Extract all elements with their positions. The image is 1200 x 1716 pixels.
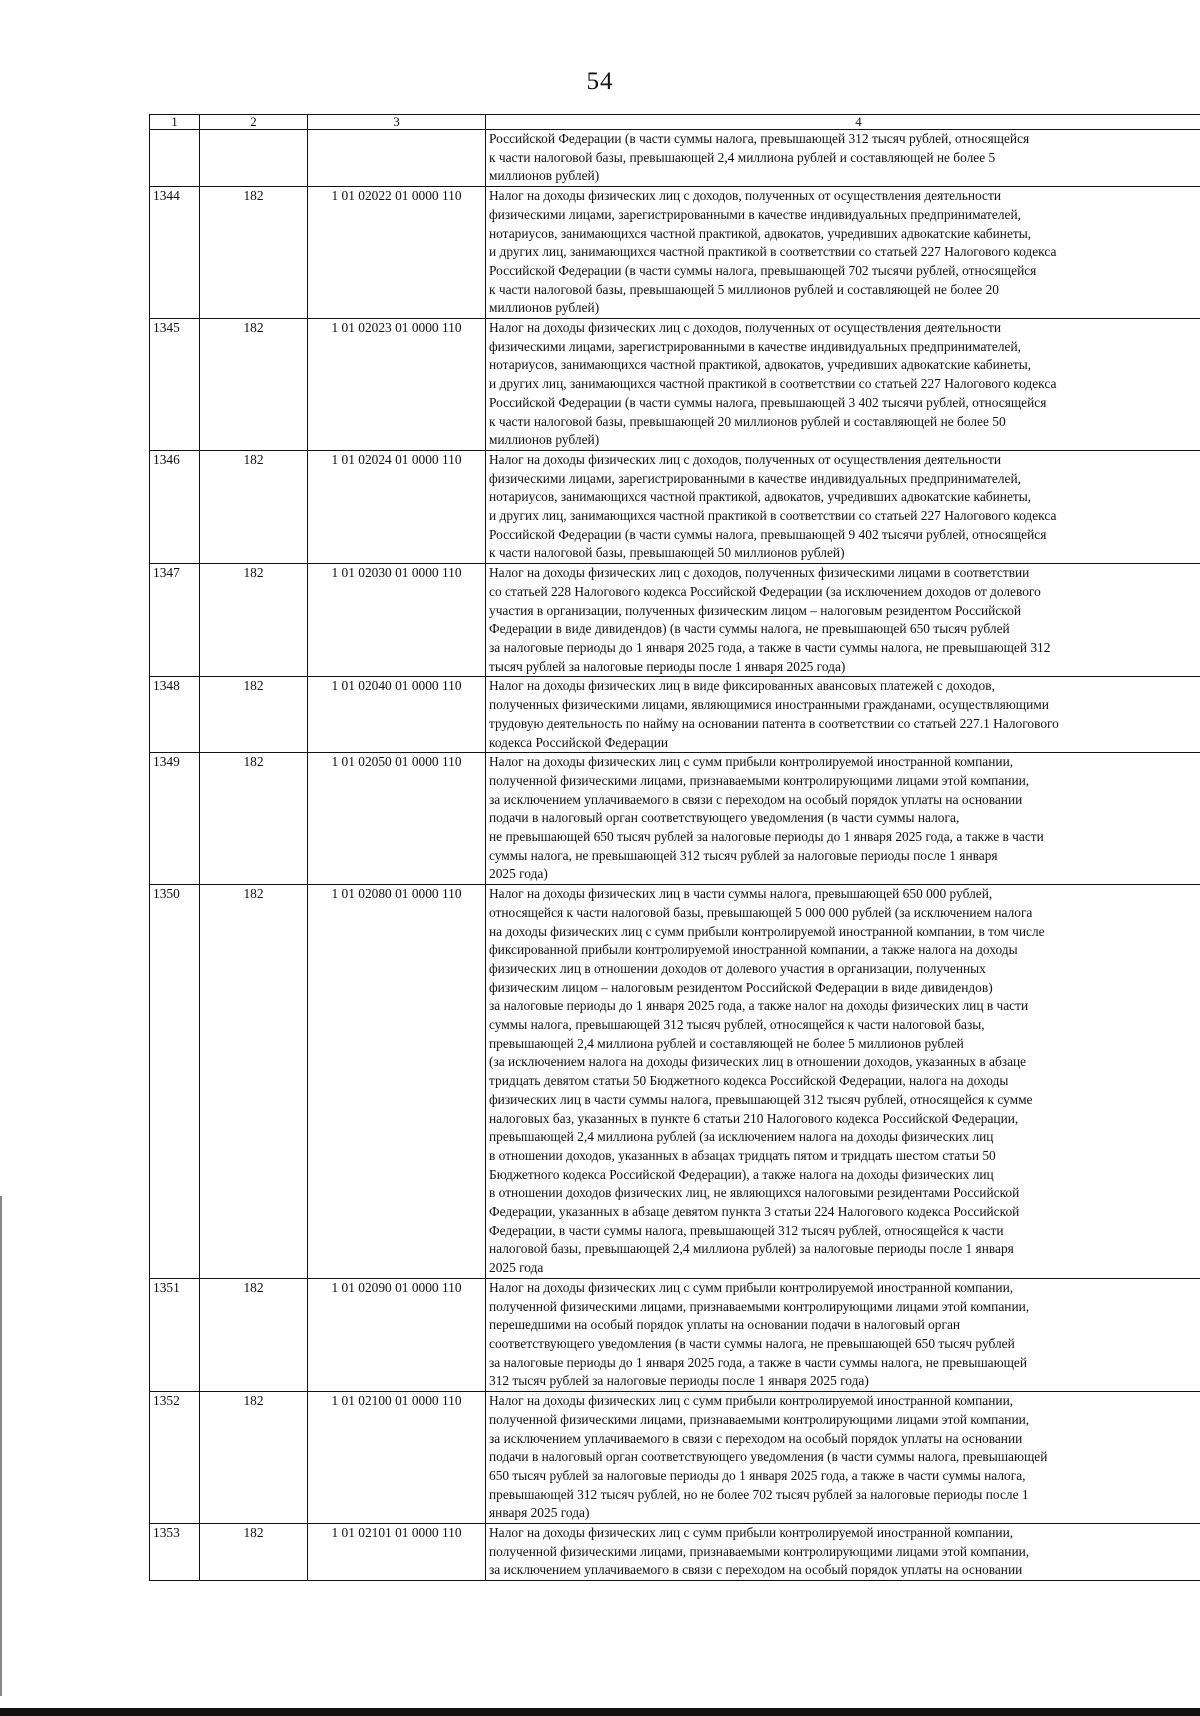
row-number: 1346 [150, 450, 200, 563]
budget-table-container [149, 114, 1200, 1581]
budget-classification-code: 1 01 02024 01 0000 110 [308, 450, 486, 563]
description-line: физическими лицами, зарегистрированными в качестве индивидуальных предпринимателей, [489, 206, 1021, 222]
budget-classification-code: 1 01 02101 01 0000 110 [308, 1524, 486, 1581]
description-line: миллионов рублей) [489, 300, 600, 316]
budget-classification-code: 1 01 02040 01 0000 110 [308, 677, 486, 753]
description-line: налоговых баз, указанных в пункте 6 статьи 210 Налогового кодекса Российской Федерации, [489, 1110, 1019, 1126]
description-line: и других лиц, занимающихся частной практикой в соответствии со статьей 227 Налогового кодекса [489, 244, 1057, 260]
income-description [486, 1524, 1200, 1581]
description-line: полученных физическими лицами, являющимися иностранными гражданами, осуществляющими [489, 697, 1049, 713]
table-row [150, 187, 1200, 319]
row-number: 1350 [150, 885, 200, 1279]
admin-code: 182 [200, 1524, 308, 1581]
description-line: участия в организации, полученных физическим лицом – налоговым резидентом Российской [489, 602, 1021, 618]
budget-classification-code [308, 130, 486, 187]
budget-classification-code: 1 01 02022 01 0000 110 [308, 187, 486, 319]
description-line: Налог на доходы физических лиц в виде фиксированных авансовых платежей с доходов, [489, 678, 995, 694]
description-line: Налог на доходы физических лиц в части суммы налога, превышающей 650 000 рублей, [489, 886, 993, 902]
description-line: миллионов рублей) [489, 168, 600, 184]
header-col-3: 3 [308, 115, 486, 130]
description-line: Федерации в виде дивидендов) (в части суммы налога, не превышающей 650 тысяч рублей [489, 621, 1010, 637]
income-description [486, 753, 1200, 885]
description-line: за исключением уплачиваемого в связи с переходом на особый порядок уплаты на основании [489, 1430, 1023, 1446]
description-line: Налог на доходы физических лиц с сумм прибыли контролируемой иностранной компании, [489, 754, 1014, 770]
description-line: 312 тысяч рублей за налоговые периоды после 1 января 2025 года) [489, 1373, 869, 1389]
description-line: к части налоговой базы, превышающей 2,4 миллиона рублей и составляющей не более 5 [489, 149, 996, 165]
table-row [150, 130, 1200, 187]
description-line: Налог на доходы физических лиц с доходов, полученных физическими лицами в соответствии [489, 565, 1030, 581]
table-row [150, 885, 1200, 1279]
admin-code: 182 [200, 1392, 308, 1524]
description-line: на доходы физических лиц с сумм прибыли контролируемой иностранной компании, в том числе [489, 923, 1045, 939]
description-line: Налог на доходы физических лиц с сумм прибыли контролируемой иностранной компании, [489, 1393, 1014, 1409]
description-line: Бюджетного кодекса Российской Федерации), а также налога на доходы физических лиц [489, 1166, 994, 1182]
description-line: Налог на доходы физических лиц с доходов, полученных от осуществления деятельности [489, 451, 1002, 467]
description-line: превышающей 2,4 миллиона рублей (за исключением налога на доходы физических лиц [489, 1129, 994, 1145]
description-line: за исключением уплачиваемого в связи с переходом на особый порядок уплаты на основании [489, 791, 1023, 807]
table-row [150, 753, 1200, 885]
description-line: к части налоговой базы, превышающей 20 миллионов рублей и составляющей не более 50 [489, 413, 1006, 429]
description-line: физическими лицами, зарегистрированными в качестве индивидуальных предпринимателей, [489, 338, 1021, 354]
header-col-4: 4 [486, 115, 1200, 130]
admin-code: 182 [200, 450, 308, 563]
row-number: 1349 [150, 753, 200, 885]
income-description [486, 450, 1200, 563]
description-line: суммы налога, не превышающей 312 тысяч рублей за налоговые периоды после 1 января [489, 847, 998, 863]
description-line: перешедшими на особый порядок уплаты на основании подачи в налоговый орган [489, 1317, 961, 1333]
description-line: физическими лицами, зарегистрированными в качестве индивидуальных предпринимателей, [489, 470, 1021, 486]
row-number: 1351 [150, 1278, 200, 1391]
income-description [486, 1278, 1200, 1391]
budget-classification-code: 1 01 02050 01 0000 110 [308, 753, 486, 885]
table-row [150, 677, 1200, 753]
row-number: 1353 [150, 1524, 200, 1581]
table-row [150, 450, 1200, 563]
scan-margin-line [0, 1196, 2, 1696]
description-line: и других лиц, занимающихся частной практикой в соответствии со статьей 227 Налогового кодекса [489, 376, 1057, 392]
description-line: нотариусов, занимающихся частной практикой, адвокатов, учредивших адвокатские кабинеты, [489, 225, 1032, 241]
admin-code: 182 [200, 753, 308, 885]
scan-bottom-edge [0, 1708, 1200, 1716]
income-description [486, 677, 1200, 753]
header-col-1: 1 [150, 115, 200, 130]
description-line: Российской Федерации (в части суммы налога, превышающей 9 402 тысячи рублей, относящейся [489, 526, 1047, 542]
description-line: подачи в налоговый орган соответствующего уведомления (в части суммы налога, [489, 810, 960, 826]
description-line: Налог на доходы физических лиц с сумм прибыли контролируемой иностранной компании, [489, 1525, 1014, 1541]
page-number: 54 [586, 68, 614, 95]
description-line: превышающей 312 тысяч рублей, но не более 702 тысяч рублей за налоговые периоды после 1 [489, 1486, 1029, 1502]
description-line: полученной физическими лицами, признаваемыми контролирующими лицами этой компании, [489, 1543, 1030, 1559]
table-row [150, 1392, 1200, 1524]
description-line: Федерации, в части суммы налога, превышающей 312 тысяч рублей, относящейся к части [489, 1222, 1004, 1238]
description-line: полученной физическими лицами, признаваемыми контролирующими лицами этой компании, [489, 1411, 1030, 1427]
description-line: фиксированной прибыли контролируемой иностранной компании, а также налога на доходы [489, 942, 1018, 958]
budget-classification-code: 1 01 02090 01 0000 110 [308, 1278, 486, 1391]
description-line: 2025 года) [489, 866, 548, 882]
description-line: кодекса Российской Федерации [489, 734, 669, 750]
table-row [150, 1278, 1200, 1391]
description-line: Российской Федерации (в части суммы налога, превышающей 702 тысячи рублей, относящейся [489, 262, 1037, 278]
description-line: января 2025 года) [489, 1505, 590, 1521]
description-line: к части налоговой базы, превышающей 5 миллионов рублей и составляющей не более 20 [489, 281, 999, 297]
description-line: в отношении доходов физических лиц, не являющихся налоговыми резидентами Российской [489, 1185, 1020, 1201]
table-body [150, 115, 1200, 1581]
description-line: физических лиц в части суммы налога, превышающей 312 тысяч рублей, относящейся к сумме [489, 1091, 1033, 1107]
income-description [486, 187, 1200, 319]
admin-code: 182 [200, 1278, 308, 1391]
description-line: физических лиц в отношении доходов от долевого участия в организации, полученных [489, 960, 986, 976]
description-line: полученной физическими лицами, признаваемыми контролирующими лицами этой компании, [489, 1298, 1030, 1314]
table-header-row [150, 115, 1200, 130]
income-description [486, 885, 1200, 1279]
description-line: Российской Федерации (в части суммы налога, превышающей 312 тысяч рублей, относящейся [489, 131, 1030, 146]
row-number [150, 130, 200, 187]
description-line: тысяч рублей за налоговые периоды после 1 января 2025 года) [489, 658, 846, 674]
description-line: в отношении доходов, указанных в абзацах тридцать пятом и тридцать шестом статьи 50 [489, 1147, 996, 1163]
description-line: полученной физическими лицами, признаваемыми контролирующими лицами этой компании, [489, 772, 1030, 788]
header-col-2: 2 [200, 115, 308, 130]
description-line: подачи в налоговый орган соответствующего уведомления (в части суммы налога, превышающей [489, 1449, 1048, 1465]
row-number: 1348 [150, 677, 200, 753]
income-description [486, 564, 1200, 677]
income-description [486, 130, 1200, 187]
description-line: со статьей 228 Налогового кодекса Российской Федерации (за исключением доходов от долевого [489, 583, 1041, 599]
description-line: превышающей 2,4 миллиона рублей и составляющей не более 5 миллионов рублей [489, 1035, 964, 1051]
admin-code: 182 [200, 564, 308, 677]
description-line: Федерации, указанных в абзаце девятом пункта 3 статьи 224 Налогового кодекса Российской [489, 1204, 1020, 1220]
description-line: за налоговые периоды до 1 января 2025 года, а также налог на доходы физических лиц в части [489, 998, 1029, 1014]
row-number: 1344 [150, 187, 200, 319]
row-number: 1352 [150, 1392, 200, 1524]
admin-code: 182 [200, 677, 308, 753]
description-line: за налоговые периоды до 1 января 2025 года, а также в части суммы налога, не превышающей [489, 1354, 1028, 1370]
description-line: за исключением уплачиваемого в связи с переходом на особый порядок уплаты на основании [489, 1562, 1023, 1578]
budget-classification-code: 1 01 02030 01 0000 110 [308, 564, 486, 677]
description-line: (за исключением налога на доходы физических лиц в отношении доходов, указанных в абзаце [489, 1054, 1027, 1070]
table-row [150, 564, 1200, 677]
description-line: к части налоговой базы, превышающей 50 миллионов рублей) [489, 545, 845, 561]
income-description [486, 319, 1200, 451]
table-row [150, 319, 1200, 451]
description-line: за налоговые периоды до 1 января 2025 года, а также в части суммы налога, не превышающей 312 [489, 639, 1051, 655]
table-row [150, 1524, 1200, 1581]
description-line: 650 тысяч рублей за налоговые периоды до 1 января 2025 года, а также в части суммы налога, [489, 1467, 1026, 1483]
budget-classification-table [149, 114, 1200, 1581]
description-line: суммы налога, превышающей 312 тысяч рублей, относящейся к части налоговой базы, [489, 1017, 985, 1033]
description-line: Налог на доходы физических лиц с сумм прибыли контролируемой иностранной компании, [489, 1279, 1014, 1295]
admin-code: 182 [200, 319, 308, 451]
admin-code: 182 [200, 885, 308, 1279]
description-line: тридцать девятом статьи 50 Бюджетного кодекса Российской Федерации, налога на доходы [489, 1073, 1009, 1089]
description-line: нотариусов, занимающихся частной практикой, адвокатов, учредивших адвокатские кабинеты, [489, 357, 1032, 373]
description-line: соответствующего уведомления (в части суммы налога, не превышающей 650 тысяч рублей [489, 1336, 1015, 1351]
budget-classification-code: 1 01 02023 01 0000 110 [308, 319, 486, 451]
row-number: 1347 [150, 564, 200, 677]
budget-classification-code: 1 01 02100 01 0000 110 [308, 1392, 486, 1524]
row-number: 1345 [150, 319, 200, 451]
description-line: относящейся к части налоговой базы, превышающей 5 000 000 рублей (за исключением налога [489, 904, 1033, 920]
description-line: и других лиц, занимающихся частной практикой в соответствии со статьей 227 Налогового кодекса [489, 508, 1057, 524]
admin-code: 182 [200, 187, 308, 319]
description-line: 2025 года [489, 1260, 544, 1276]
description-line: нотариусов, занимающихся частной практикой, адвокатов, учредивших адвокатские кабинеты, [489, 489, 1032, 505]
description-line: физическим лицом – налоговым резидентом Российской Федерации в виде дивидендов) [489, 979, 993, 995]
description-line: миллионов рублей) [489, 432, 600, 448]
description-line: Налог на доходы физических лиц с доходов, полученных от осуществления деятельности [489, 188, 1002, 204]
description-line: Налог на доходы физических лиц с доходов, полученных от осуществления деятельности [489, 320, 1002, 336]
description-line: не превышающей 650 тысяч рублей за налоговые периоды до 1 января 2025 года, а также в части [489, 829, 1044, 845]
description-line: Российской Федерации (в части суммы налога, превышающей 3 402 тысячи рублей, относящейся [489, 394, 1047, 410]
budget-classification-code: 1 01 02080 01 0000 110 [308, 885, 486, 1279]
description-line: трудовую деятельность по найму на основании патента в соответствии со статьей 227.1 Налогового [489, 715, 1059, 731]
admin-code [200, 130, 308, 187]
description-line: налоговой базы, превышающей 2,4 миллиона рублей) за налоговые периоды после 1 января [489, 1241, 1014, 1257]
income-description [486, 1392, 1200, 1524]
